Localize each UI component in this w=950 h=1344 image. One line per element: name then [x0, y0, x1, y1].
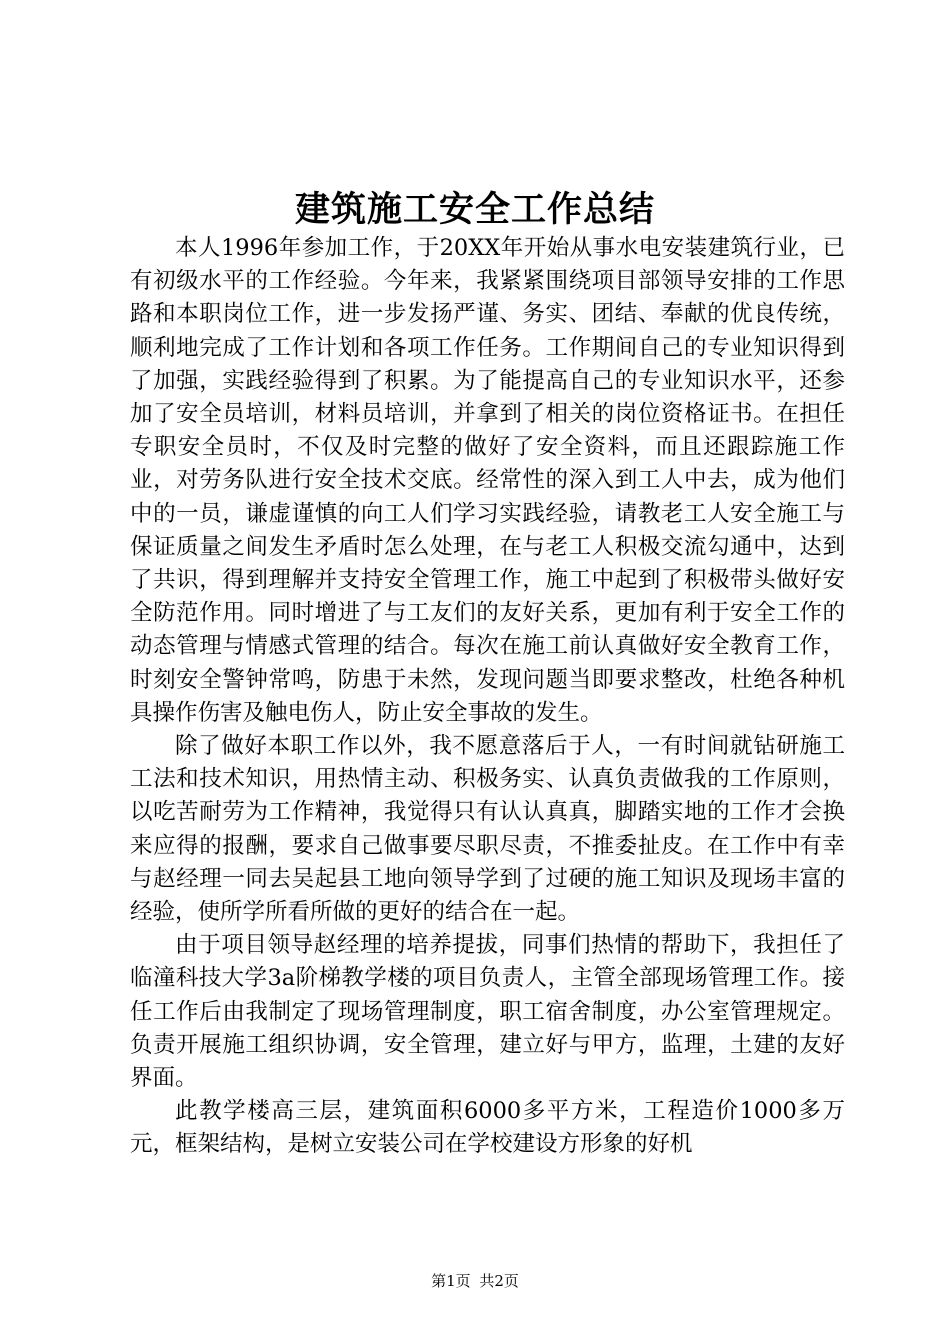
paragraph-3: 由于项目领导赵经理的培养提拔，同事们热情的帮助下，我担任了临潼科技大学3a阶梯教学楼的项目负责人，主管全部现场管理工作。接任工作后由我制定了现场管理制度，职工宿舍制度，办公室管理规定。负责开展施工组织协调，安全管理，建立好与甲方，监理，土建的友好界面。 [130, 932, 845, 1092]
paragraph-2: 除了做好本职工作以外，我不愿意落后于人，一有时间就钻研施工工法和技术知识，用热情主动、积极务实、认真负责做我的工作原则，以吃苦耐劳为工作精神，我觉得只有认认真真，脚踏实地的工作才会换来应得的报酬，要求自己做事要尽职尽责，不推委扯皮。在工作中有幸与赵经理一同去吴起县工地向领导学到了过硬的施工知识及现场丰富的经验，使所学所看所做的更好的结合在一起。 [130, 733, 845, 926]
document-title: 建筑施工安全工作总结 [294, 190, 655, 230]
paragraph-1: 本人1996年参加工作，于20XX年开始从事水电安装建筑行业，已有初级水平的工作经验。今年来，我紧紧围绕项目部领导安排的工作思路和本职岗位工作，进一步发扬严谨、务实、团结、奉献的优良传统，顺利地完成了工作计划和各项工作任务。工作期间自己的专业知识得到了加强，实践经验得到了积累。为了能提高自己的专业知识水平，还参加了安全员培训，材料员培训，并拿到了相关的岗位资格证书。在担任专职安全员时，不仅及时完整的做好了安全资料，而且还跟踪施工作业，对劳务队进行安全技术交底。经常性的深入到工人中去，成为他们中的一员，谦虚谨慎的向工人们学习实践经验，请教老工人安全施工与保证质量之间发生矛盾时怎么处理，在与老工人积极交流勾通中，达到了共识，得到理解并支持安全管理工作，施工中起到了积极带头做好安全防范作用。同时增进了与工友们的友好关系，更加有利于安全工作的动态管理与情感式管理的结合。每次在施工前认真做好安全教育工作，时刻安全警钟常鸣，防患于未然，发现问题当即要求整改，杜绝各种机具操作伤害及触电伤人，防止安全事故的发生。 [130, 235, 845, 726]
page-total: 共2页 [479, 1272, 519, 1290]
page-footer [0, 1271, 950, 1291]
page-number: 第1页 [431, 1272, 471, 1290]
paragraph-4: 此教学楼高三层，建筑面积6000多平方米，工程造价1000多万元，框架结构，是树立安装公司在学校建设方形象的好机 [130, 1098, 845, 1158]
document-body [130, 232, 845, 1162]
